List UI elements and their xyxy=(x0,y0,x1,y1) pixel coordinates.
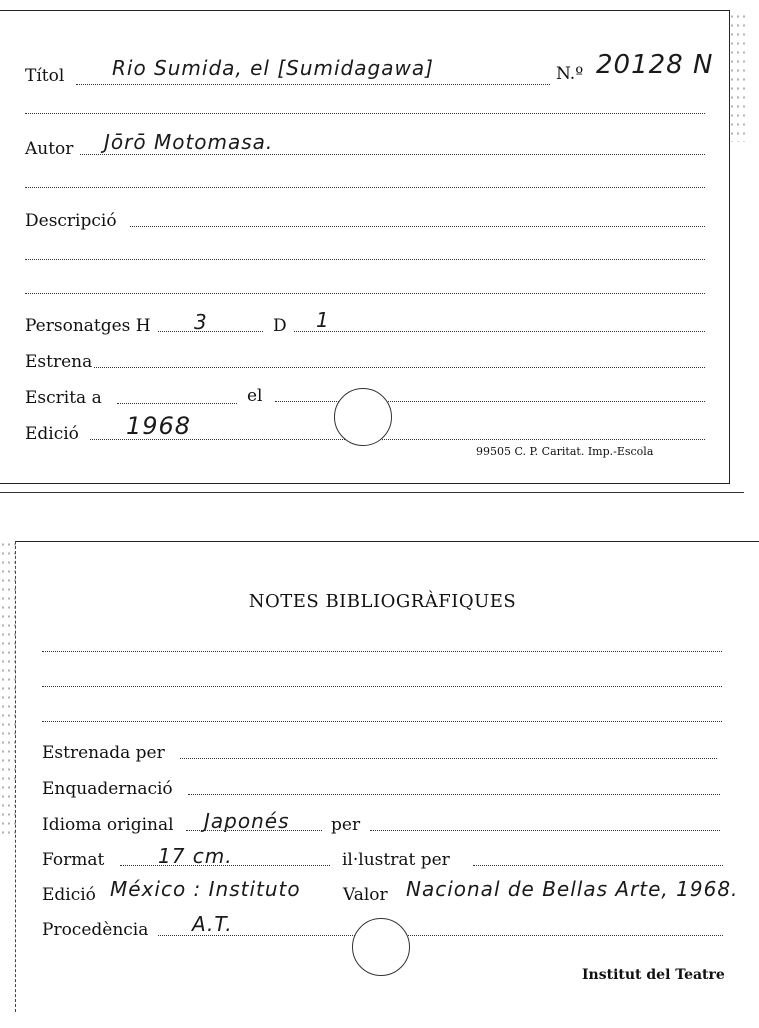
punch-hole-2 xyxy=(352,918,410,976)
descripcio-line xyxy=(130,226,705,227)
personatges-d-line xyxy=(294,331,705,332)
illustrat-line xyxy=(473,865,723,866)
enquadernacio-line xyxy=(188,794,720,795)
edicio2-label: Edició xyxy=(42,885,96,905)
personatges-h-value: 3 xyxy=(194,310,208,334)
per-label: per xyxy=(331,815,361,835)
notes-line-1 xyxy=(42,651,722,652)
valor-value: Nacional de Bellas Arte, 1968. xyxy=(406,877,739,901)
notes-heading: NOTES BIBLIOGRÀFIQUES xyxy=(248,591,517,612)
titol-line xyxy=(76,84,550,85)
scan-noise-right xyxy=(729,12,745,142)
procedencia-value: A.T. xyxy=(192,912,233,936)
printer-mark: 99505 C. P. Caritat. Imp.-Escola xyxy=(476,445,654,458)
descripcio-line-3 xyxy=(25,293,705,294)
escrita-label: Escrita a xyxy=(25,388,102,408)
numero-label: N.º xyxy=(556,64,584,84)
descripcio-label: Descripció xyxy=(25,211,117,231)
personatges-label: Personatges H xyxy=(25,316,151,336)
el-label: el xyxy=(247,386,263,406)
estrena-line xyxy=(94,367,705,368)
autor-label: Autor xyxy=(25,139,74,159)
estrenada-line xyxy=(180,758,717,759)
numero-value: 20128 N xyxy=(596,50,714,80)
titol-line-2 xyxy=(25,113,705,114)
estrenada-label: Estrenada per xyxy=(42,743,165,763)
personatges-d-value: 1 xyxy=(316,308,330,332)
idioma-label: Idioma original xyxy=(42,815,174,835)
idioma-value: Japonés xyxy=(204,809,290,833)
personatges-d-label: D xyxy=(273,316,287,336)
notes-line-2 xyxy=(42,686,722,687)
escrita-line xyxy=(117,403,237,404)
format-value: 17 cm. xyxy=(158,844,233,868)
illustrat-label: il·lustrat per xyxy=(342,850,450,870)
edicio-label: Edició xyxy=(25,424,79,444)
notes-line-3 xyxy=(42,721,722,722)
titol-value: Rio Sumida, el [Sumidagawa] xyxy=(112,56,434,80)
card-separator xyxy=(0,492,744,493)
edicio2-value: México : Instituto xyxy=(110,877,301,901)
procedencia-label: Procedència xyxy=(42,920,149,940)
autor-value: Jōrō Motomasa. xyxy=(104,130,274,154)
enquadernacio-label: Enquadernació xyxy=(42,779,173,799)
personatges-h-line xyxy=(158,331,263,332)
autor-line xyxy=(80,154,705,155)
descripcio-line-2 xyxy=(25,259,705,260)
estrena-label: Estrena xyxy=(25,352,93,372)
format-label: Format xyxy=(42,850,105,870)
per-line xyxy=(370,830,720,831)
scan-noise-left xyxy=(0,540,16,840)
edicio-value: 1968 xyxy=(126,412,192,440)
valor-label: Valor xyxy=(343,885,388,905)
titol-label: Títol xyxy=(25,66,65,86)
autor-line-2 xyxy=(25,187,705,188)
punch-hole xyxy=(334,388,392,446)
procedencia-line xyxy=(158,935,723,936)
institut-footer: Institut del Teatre xyxy=(582,967,725,983)
